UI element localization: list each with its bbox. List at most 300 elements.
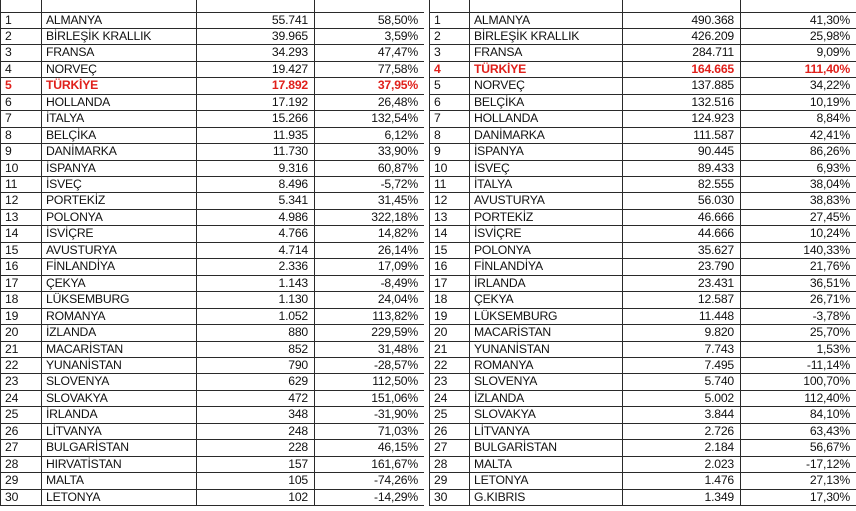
country-cell: FRANSA (470, 45, 623, 61)
value-cell: 90.445 (623, 144, 741, 160)
value-cell: 9.820 (623, 325, 741, 341)
rank-cell: 11 (1, 177, 42, 193)
change-cell: 26,71% (741, 292, 856, 308)
country-cell: BELÇİKA (470, 94, 623, 110)
country-cell: MALTA (470, 456, 623, 472)
value-cell: 35.627 (623, 242, 741, 258)
country-cell: MACARİSTAN (42, 341, 197, 357)
value-cell: 348 (197, 407, 315, 423)
value-cell: 426.209 (623, 28, 741, 44)
table-row (430, 308, 856, 324)
rank-cell: 8 (430, 127, 470, 143)
change-cell: 71,03% (315, 423, 425, 439)
change-cell: 17,09% (315, 259, 425, 275)
value-cell: 7.743 (623, 341, 741, 357)
table-row (1, 127, 425, 143)
country-cell: İSPANYA (42, 160, 197, 176)
value-cell: 46.666 (623, 209, 741, 225)
rank-cell: 6 (430, 94, 470, 110)
value-cell: 2.726 (623, 423, 741, 439)
country-cell: DANİMARKA (42, 144, 197, 160)
value-cell: 102 (197, 489, 315, 505)
rank-cell: 21 (430, 341, 470, 357)
table-row (430, 28, 856, 44)
table-row (1, 209, 425, 225)
rank-cell: 7 (1, 111, 42, 127)
table-row (1, 407, 425, 423)
header-cell-change (315, 0, 425, 12)
table-row (430, 390, 856, 406)
country-cell: SLOVAKYA (42, 390, 197, 406)
value-cell: 880 (197, 325, 315, 341)
table-row (430, 177, 856, 193)
table-row (1, 456, 425, 472)
rank-cell: 12 (1, 193, 42, 209)
rank-cell: 7 (430, 111, 470, 127)
table-row (1, 111, 425, 127)
change-cell: 56,67% (741, 440, 856, 456)
table-row (1, 160, 425, 176)
table-row (430, 489, 856, 505)
rank-cell: 3 (1, 45, 42, 61)
right-ranking-table (429, 0, 856, 506)
table-row (430, 456, 856, 472)
change-cell: 6,93% (741, 160, 856, 176)
value-cell: 1.130 (197, 292, 315, 308)
country-cell: PORTEKİZ (470, 209, 623, 225)
table-row (430, 127, 856, 143)
table-row (430, 111, 856, 127)
header-cell-value (623, 0, 741, 12)
rank-cell: 9 (430, 144, 470, 160)
table-row (1, 358, 425, 374)
change-cell: -11,14% (741, 358, 856, 374)
rank-cell: 4 (1, 61, 42, 77)
rank-cell: 1 (430, 12, 470, 28)
rank-cell: 10 (1, 160, 42, 176)
change-cell: 77,58% (315, 61, 425, 77)
left-ranking-table (0, 0, 425, 506)
change-cell: -14,29% (315, 489, 425, 505)
rank-cell: 23 (430, 374, 470, 390)
header-cell-country (470, 0, 623, 12)
value-cell: 4.986 (197, 209, 315, 225)
right-table-body (430, 0, 856, 506)
value-cell: 34.293 (197, 45, 315, 61)
country-cell: BULGARİSTAN (42, 440, 197, 456)
rank-cell: 26 (430, 423, 470, 439)
country-cell: NORVEÇ (470, 78, 623, 94)
rank-cell: 24 (430, 390, 470, 406)
value-cell: 55.741 (197, 12, 315, 28)
rank-cell: 2 (430, 28, 470, 44)
change-cell: 112,50% (315, 374, 425, 390)
country-cell: LÜKSEMBURG (42, 292, 197, 308)
change-cell: 47,47% (315, 45, 425, 61)
table-row (1, 45, 425, 61)
header-cell-country (42, 0, 197, 12)
change-cell: 17,30% (741, 489, 856, 505)
country-cell: ÇEKYA (42, 275, 197, 291)
table-row (430, 341, 856, 357)
rank-cell: 24 (1, 390, 42, 406)
country-cell: FİNLANDİYA (470, 259, 623, 275)
rank-cell: 3 (430, 45, 470, 61)
country-cell: POLONYA (42, 209, 197, 225)
value-cell: 164.665 (623, 61, 741, 77)
table-row (1, 275, 425, 291)
rank-cell: 13 (1, 209, 42, 225)
table-row (430, 193, 856, 209)
change-cell: 60,87% (315, 160, 425, 176)
header-cell-rank (430, 0, 470, 12)
value-cell: 1.052 (197, 308, 315, 324)
value-cell: 111.587 (623, 127, 741, 143)
change-cell: 42,41% (741, 127, 856, 143)
country-cell: TÜRKİYE (470, 61, 623, 77)
table-row (430, 275, 856, 291)
rank-cell: 17 (430, 275, 470, 291)
table-row (1, 177, 425, 193)
change-cell: 140,33% (741, 242, 856, 258)
table-row (1, 308, 425, 324)
table-row (1, 423, 425, 439)
change-cell: 37,95% (315, 78, 425, 94)
value-cell: 4.714 (197, 242, 315, 258)
change-cell: 1,53% (741, 341, 856, 357)
country-cell: LETONYA (42, 489, 197, 505)
value-cell: 1.349 (623, 489, 741, 505)
value-cell: 5.002 (623, 390, 741, 406)
rank-cell: 11 (430, 177, 470, 193)
table-header-row (1, 0, 425, 12)
change-cell: 31,45% (315, 193, 425, 209)
rank-cell: 14 (1, 226, 42, 242)
table-row (1, 440, 425, 456)
country-cell: FRANSA (42, 45, 197, 61)
value-cell: 5.740 (623, 374, 741, 390)
country-cell: AVUSTURYA (470, 193, 623, 209)
table-row (430, 45, 856, 61)
rank-cell: 25 (1, 407, 42, 423)
table-row (430, 325, 856, 341)
rank-cell: 28 (1, 456, 42, 472)
table-row (1, 292, 425, 308)
table-row (1, 28, 425, 44)
change-cell: -74,26% (315, 473, 425, 489)
change-cell: 58,50% (315, 12, 425, 28)
value-cell: 39.965 (197, 28, 315, 44)
rank-cell: 8 (1, 127, 42, 143)
country-cell: MALTA (42, 473, 197, 489)
table-row (1, 226, 425, 242)
table-row (1, 259, 425, 275)
value-cell: 7.495 (623, 358, 741, 374)
change-cell: -8,49% (315, 275, 425, 291)
country-cell: HOLLANDA (42, 94, 197, 110)
change-cell: 27,13% (741, 473, 856, 489)
change-cell: 25,98% (741, 28, 856, 44)
value-cell: 89.433 (623, 160, 741, 176)
change-cell: 100,70% (741, 374, 856, 390)
change-cell: 46,15% (315, 440, 425, 456)
change-cell: 38,83% (741, 193, 856, 209)
country-cell: BULGARİSTAN (470, 440, 623, 456)
rank-cell: 28 (430, 456, 470, 472)
change-cell: 27,45% (741, 209, 856, 225)
country-cell: ROMANYA (470, 358, 623, 374)
country-cell: İTALYA (470, 177, 623, 193)
country-cell: İSVİÇRE (42, 226, 197, 242)
header-cell-change (741, 0, 856, 12)
table-row (1, 390, 425, 406)
table-row (430, 144, 856, 160)
table-row (1, 193, 425, 209)
value-cell: 56.030 (623, 193, 741, 209)
change-cell: 111,40% (741, 61, 856, 77)
change-cell: 31,48% (315, 341, 425, 357)
change-cell: 151,06% (315, 390, 425, 406)
rank-cell: 4 (430, 61, 470, 77)
country-cell: SLOVAKYA (470, 407, 623, 423)
rank-cell: 14 (430, 226, 470, 242)
change-cell: 10,24% (741, 226, 856, 242)
value-cell: 284.711 (623, 45, 741, 61)
change-cell: 63,43% (741, 423, 856, 439)
table-row (1, 242, 425, 258)
table-row (1, 341, 425, 357)
rank-cell: 18 (1, 292, 42, 308)
value-cell: 23.790 (623, 259, 741, 275)
table-row (430, 407, 856, 423)
value-cell: 1.143 (197, 275, 315, 291)
table-row (1, 374, 425, 390)
rank-cell: 20 (430, 325, 470, 341)
table-row (430, 423, 856, 439)
table-row (430, 259, 856, 275)
change-cell: 6,12% (315, 127, 425, 143)
rank-cell: 21 (1, 341, 42, 357)
country-cell: İZLANDA (42, 325, 197, 341)
value-cell: 629 (197, 374, 315, 390)
rank-cell: 15 (430, 242, 470, 258)
country-cell: ALMANYA (470, 12, 623, 28)
country-cell: POLONYA (470, 242, 623, 258)
change-cell: 26,48% (315, 94, 425, 110)
value-cell: 490.368 (623, 12, 741, 28)
rank-cell: 19 (430, 308, 470, 324)
table-row (1, 12, 425, 28)
value-cell: 472 (197, 390, 315, 406)
country-cell: ÇEKYA (470, 292, 623, 308)
country-cell: MACARİSTAN (470, 325, 623, 341)
rank-cell: 17 (1, 275, 42, 291)
country-cell: LÜKSEMBURG (470, 308, 623, 324)
value-cell: 2.336 (197, 259, 315, 275)
country-cell: ALMANYA (42, 12, 197, 28)
table-row (1, 78, 425, 94)
table-header-row (430, 0, 856, 12)
rank-cell: 22 (1, 358, 42, 374)
value-cell: 8.496 (197, 177, 315, 193)
rank-cell: 5 (430, 78, 470, 94)
change-cell: 41,30% (741, 12, 856, 28)
table-row (1, 325, 425, 341)
value-cell: 2.023 (623, 456, 741, 472)
change-cell: 38,04% (741, 177, 856, 193)
change-cell: 3,59% (315, 28, 425, 44)
value-cell: 11.448 (623, 308, 741, 324)
table-row (1, 94, 425, 110)
country-cell: İZLANDA (470, 390, 623, 406)
rank-cell: 18 (430, 292, 470, 308)
value-cell: 248 (197, 423, 315, 439)
value-cell: 12.587 (623, 292, 741, 308)
rank-cell: 5 (1, 78, 42, 94)
table-row (1, 144, 425, 160)
table-row (430, 160, 856, 176)
change-cell: 14,82% (315, 226, 425, 242)
table-row (430, 242, 856, 258)
value-cell: 17.892 (197, 78, 315, 94)
table-row (1, 473, 425, 489)
change-cell: 21,76% (741, 259, 856, 275)
table-row (430, 209, 856, 225)
value-cell: 5.341 (197, 193, 315, 209)
change-cell: -5,72% (315, 177, 425, 193)
change-cell: 10,19% (741, 94, 856, 110)
country-cell: TÜRKİYE (42, 78, 197, 94)
value-cell: 3.844 (623, 407, 741, 423)
value-cell: 11.935 (197, 127, 315, 143)
change-cell: 322,18% (315, 209, 425, 225)
change-cell: 112,40% (741, 390, 856, 406)
change-cell: -31,90% (315, 407, 425, 423)
country-cell: NORVEÇ (42, 61, 197, 77)
change-cell: 113,82% (315, 308, 425, 324)
value-cell: 44.666 (623, 226, 741, 242)
country-cell: G.KIBRIS (470, 489, 623, 505)
country-cell: BELÇİKA (42, 127, 197, 143)
rank-cell: 26 (1, 423, 42, 439)
country-cell: AVUSTURYA (42, 242, 197, 258)
country-cell: HIRVATİSTAN (42, 456, 197, 472)
country-cell: FİNLANDİYA (42, 259, 197, 275)
value-cell: 132.516 (623, 94, 741, 110)
table-row (430, 440, 856, 456)
left-table-body (1, 0, 425, 506)
country-cell: BİRLEŞİK KRALLIK (470, 28, 623, 44)
rank-cell: 12 (430, 193, 470, 209)
table-row (430, 94, 856, 110)
value-cell: 137.885 (623, 78, 741, 94)
value-cell: 4.766 (197, 226, 315, 242)
value-cell: 852 (197, 341, 315, 357)
country-cell: LETONYA (470, 473, 623, 489)
value-cell: 17.192 (197, 94, 315, 110)
rank-cell: 1 (1, 12, 42, 28)
value-cell: 23.431 (623, 275, 741, 291)
table-row (1, 61, 425, 77)
change-cell: -17,12% (741, 456, 856, 472)
table-row (1, 489, 425, 505)
country-cell: İSVİÇRE (470, 226, 623, 242)
change-cell: 26,14% (315, 242, 425, 258)
change-cell: 25,70% (741, 325, 856, 341)
table-row (430, 292, 856, 308)
country-cell: BİRLEŞİK KRALLIK (42, 28, 197, 44)
country-cell: LİTVANYA (470, 423, 623, 439)
country-cell: İSPANYA (470, 144, 623, 160)
table-row (430, 12, 856, 28)
country-cell: İTALYA (42, 111, 197, 127)
change-cell: 229,59% (315, 325, 425, 341)
country-cell: İRLANDA (470, 275, 623, 291)
rank-cell: 13 (430, 209, 470, 225)
change-cell: 24,04% (315, 292, 425, 308)
value-cell: 15.266 (197, 111, 315, 127)
rank-cell: 22 (430, 358, 470, 374)
table-row (430, 61, 856, 77)
rank-cell: 16 (430, 259, 470, 275)
rank-cell: 29 (1, 473, 42, 489)
rank-cell: 19 (1, 308, 42, 324)
value-cell: 1.476 (623, 473, 741, 489)
change-cell: 161,67% (315, 456, 425, 472)
table-row (430, 78, 856, 94)
value-cell: 11.730 (197, 144, 315, 160)
change-cell: 36,51% (741, 275, 856, 291)
country-cell: HOLLANDA (470, 111, 623, 127)
country-cell: YUNANİSTAN (42, 358, 197, 374)
value-cell: 2.184 (623, 440, 741, 456)
rank-cell: 29 (430, 473, 470, 489)
value-cell: 228 (197, 440, 315, 456)
table-row (430, 226, 856, 242)
value-cell: 105 (197, 473, 315, 489)
value-cell: 19.427 (197, 61, 315, 77)
change-cell: 132,54% (315, 111, 425, 127)
country-cell: PORTEKİZ (42, 193, 197, 209)
change-cell: 84,10% (741, 407, 856, 423)
country-cell: ROMANYA (42, 308, 197, 324)
change-cell: 33,90% (315, 144, 425, 160)
country-cell: DANİMARKA (470, 127, 623, 143)
rank-cell: 15 (1, 242, 42, 258)
country-cell: İSVEÇ (42, 177, 197, 193)
rank-cell: 27 (430, 440, 470, 456)
country-cell: SLOVENYA (470, 374, 623, 390)
value-cell: 124.923 (623, 111, 741, 127)
country-cell: SLOVENYA (42, 374, 197, 390)
rank-cell: 25 (430, 407, 470, 423)
table-row (430, 374, 856, 390)
country-cell: İRLANDA (42, 407, 197, 423)
rank-cell: 20 (1, 325, 42, 341)
change-cell: 9,09% (741, 45, 856, 61)
change-cell: 8,84% (741, 111, 856, 127)
table-row (430, 358, 856, 374)
rank-cell: 16 (1, 259, 42, 275)
rank-cell: 2 (1, 28, 42, 44)
rank-cell: 27 (1, 440, 42, 456)
rank-cell: 10 (430, 160, 470, 176)
rank-cell: 9 (1, 144, 42, 160)
change-cell: 34,22% (741, 78, 856, 94)
value-cell: 9.316 (197, 160, 315, 176)
change-cell: -3,78% (741, 308, 856, 324)
rank-cell: 23 (1, 374, 42, 390)
